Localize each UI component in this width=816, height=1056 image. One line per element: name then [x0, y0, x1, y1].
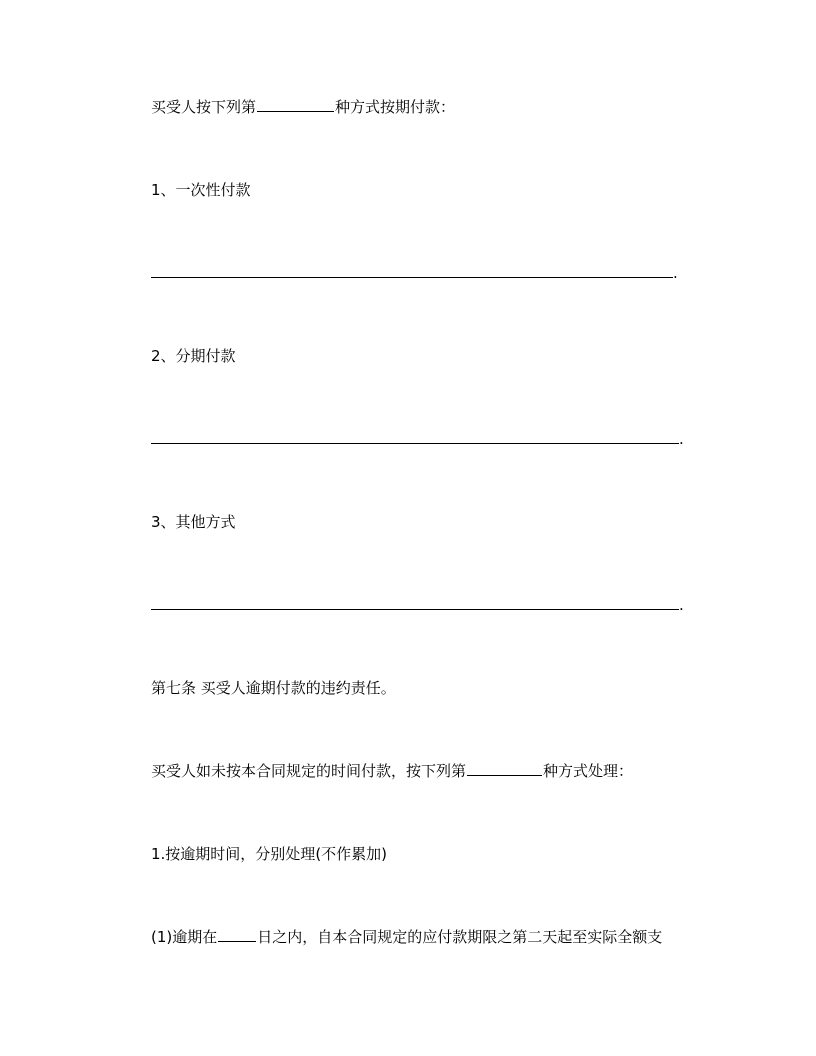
overdue-item-one: 1.按逾期时间，分别处理(不作累加) — [151, 845, 388, 863]
payment-method-text-after: 种方式按期付款： — [335, 98, 456, 116]
late-payment-text-after: 种方式处理： — [543, 762, 634, 780]
option-lump-sum: 1、一次性付款 — [151, 181, 251, 199]
article-seven-heading: 第七条 买受人逾期付款的违约责任。 — [151, 679, 396, 697]
overdue-item-one-a — [151, 927, 662, 947]
option-other-fill-line — [151, 595, 684, 615]
option-lump-sum-blank[interactable] — [151, 263, 673, 278]
option-other-blank[interactable] — [151, 595, 679, 610]
option-lump-sum-fill-line — [151, 263, 678, 283]
overdue-days-blank[interactable] — [218, 927, 256, 942]
overdue-item-one-a-before: (1)逾期在 — [151, 928, 218, 946]
option-installment-blank[interactable] — [151, 429, 679, 444]
late-payment-blank[interactable] — [467, 761, 542, 776]
option-installment-fill-line — [151, 429, 684, 449]
payment-method-text-before: 买受人按下列第 — [151, 98, 257, 116]
payment-method-blank[interactable] — [257, 97, 334, 112]
late-payment-text-before: 买受人如未按本合同规定的时间付款，按下列第 — [151, 762, 467, 780]
option-installment-period: . — [679, 430, 684, 448]
option-lump-sum-period: . — [673, 264, 678, 282]
late-payment-paragraph — [151, 761, 633, 781]
payment-method-paragraph — [151, 97, 455, 117]
option-other-period: . — [679, 596, 684, 614]
overdue-item-one-a-after: 日之内，自本合同规定的应付款期限之第二天起至实际全额支 — [257, 928, 663, 946]
option-other: 3、其他方式 — [151, 513, 236, 531]
option-installment: 2、分期付款 — [151, 347, 236, 365]
